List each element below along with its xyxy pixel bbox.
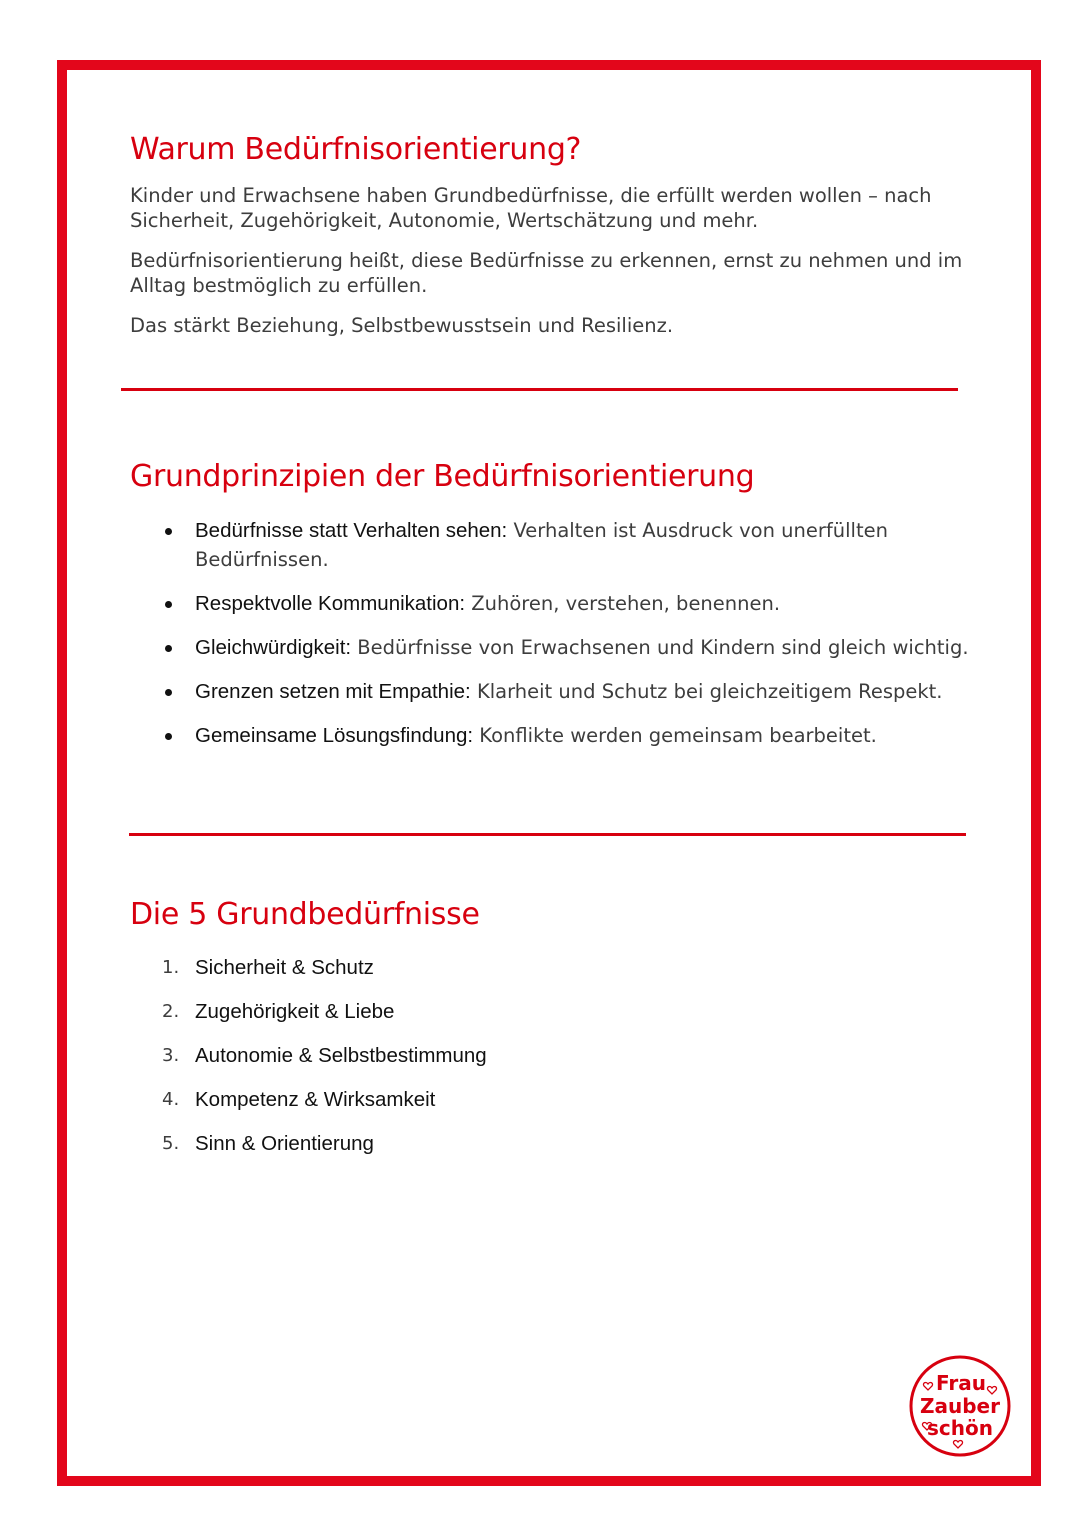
logo-text-line3: schön [927, 1416, 993, 1440]
intro-paragraph-3: Das stärkt Beziehung, Selbstbewusstsein und Resilienz. [130, 314, 674, 337]
logo-text-line1: Frau [936, 1371, 986, 1395]
principle-text: Konflikte werden gemeinsam bearbeitet. [473, 724, 877, 747]
bullet-icon [165, 601, 172, 608]
principle-text: Verhalten ist Ausdruck von unerfüllten Bedürfnissen. [195, 519, 888, 571]
principle-term: Bedürfnisse statt Verhalten sehen: [195, 519, 508, 542]
need-label: Autonomie & Selbstbestimmung [195, 1044, 487, 1067]
principle-text: Zuhören, verstehen, benennen. [465, 592, 781, 615]
list-number: 4. [162, 1089, 180, 1110]
principle-text: Bedürfnisse von Erwachsenen und Kindern sind gleich wichtig. [351, 636, 969, 659]
needs-list [130, 953, 487, 1173]
list-number: 3. [162, 1045, 180, 1066]
section-heading-grundbeduerfnisse: Die 5 Grundbedürfnisse [130, 897, 480, 932]
list-number: 5. [162, 1133, 180, 1154]
list-item [130, 953, 487, 997]
bullet-icon [165, 689, 172, 696]
principles-list [130, 516, 970, 765]
brand-logo [908, 1354, 1012, 1458]
need-label: Sicherheit & Schutz [195, 956, 374, 979]
bullet-icon [165, 528, 172, 535]
need-label: Kompetenz & Wirksamkeit [195, 1088, 436, 1111]
list-item [130, 633, 970, 662]
need-label: Zugehörigkeit & Liebe [195, 1000, 395, 1023]
principle-term: Respektvolle Kommunikation: [195, 592, 466, 615]
intro-paragraph-1: Kinder und Erwachsene haben Grundbedürfnisse, die erfüllt werden wollen – nach Sicherheit, Zugehörigkeit, Autonomie, Wertschätzung und mehr. [130, 184, 932, 232]
principle-term: Grenzen setzen mit Empathie: [195, 680, 471, 703]
list-item [130, 516, 970, 574]
list-item [130, 1041, 487, 1085]
logo-text-line2: Zauber [920, 1394, 1000, 1418]
list-item [130, 677, 970, 706]
intro-paragraph-2: Bedürfnisorientierung heißt, diese Bedürfnisse zu erkennen, ernst zu nehmen und im Alltag bestmöglich zu erfüllen. [130, 249, 963, 297]
principle-term: Gemeinsame Lösungsfindung: [195, 724, 474, 747]
list-item [130, 1129, 487, 1173]
section-divider-2 [129, 833, 966, 836]
bullet-icon [165, 733, 172, 740]
list-number: 2. [162, 1001, 180, 1022]
section-divider-1 [121, 388, 958, 391]
principle-term: Gleichwürdigkeit: [195, 636, 352, 659]
list-item [130, 997, 487, 1041]
list-number: 1. [162, 957, 180, 978]
principle-text: Klarheit und Schutz bei gleichzeitigem Respekt. [470, 680, 943, 703]
section-heading-grundprinzipien: Grundprinzipien der Bedürfnisorientierung [130, 459, 755, 494]
list-item [130, 1085, 487, 1129]
need-label: Sinn & Orientierung [195, 1132, 374, 1155]
bullet-icon [165, 645, 172, 652]
list-item [130, 589, 970, 618]
section-heading-warum: Warum Bedürfnisorientierung? [130, 132, 582, 167]
list-item [130, 721, 970, 750]
